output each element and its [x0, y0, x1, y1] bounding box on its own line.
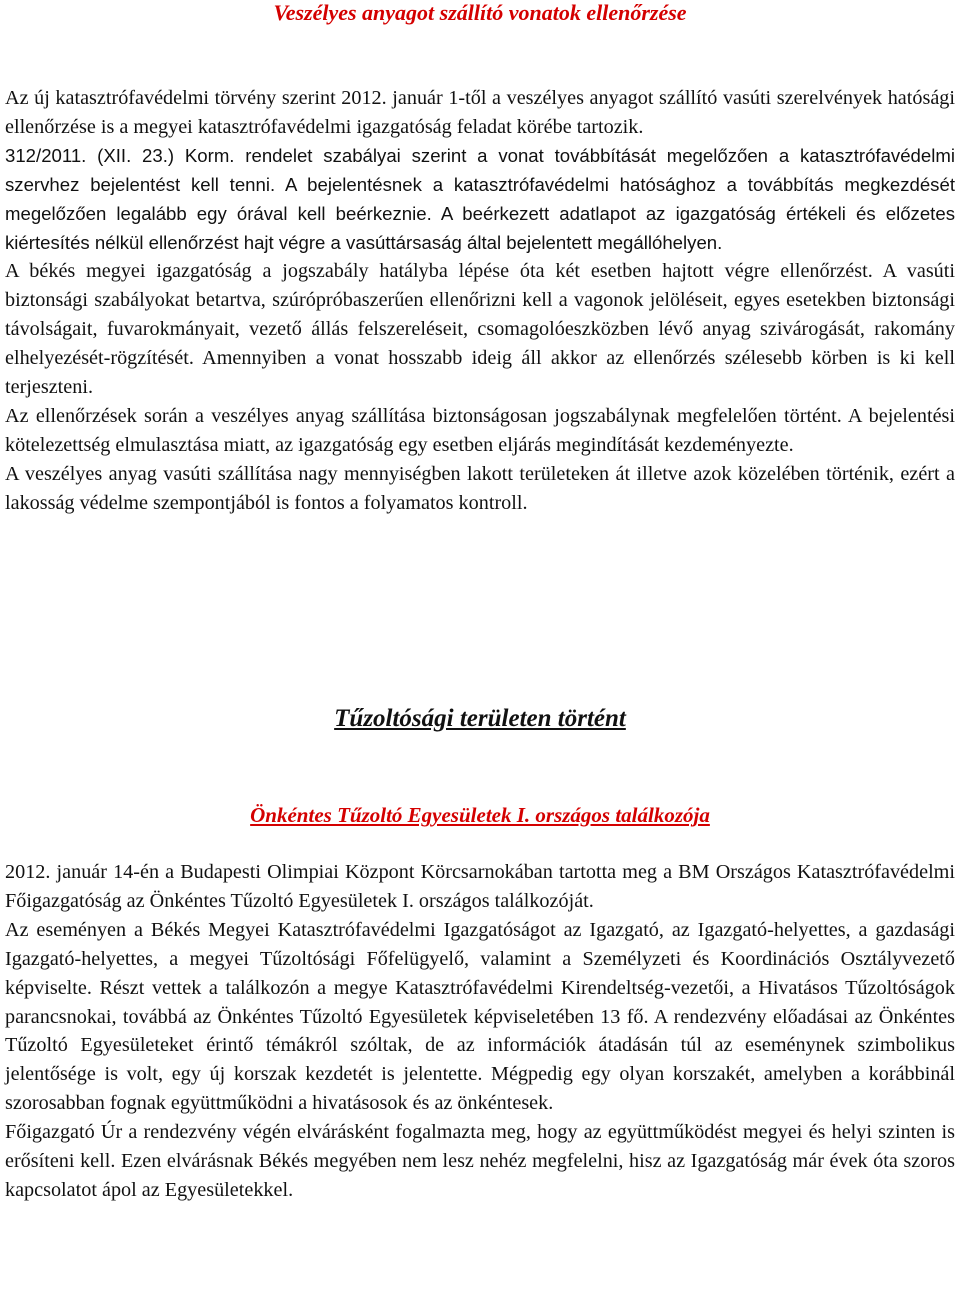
paragraph: Az új katasztrófavédelmi törvény szerint 2012. január 1-től a veszélyes anyagot szállító vasúti szerelvények hatósági ellenőrzése is a megyei katasztrófavédelmi igazgatóság feladat körébe tartozik. [5, 87, 955, 138]
paragraph: 2012. január 14-én a Budapesti Olimpiai Központ Körcsarnokában tartotta meg a BM Országos Katasztrófavédelmi Főigazgatóság az Önkéntes Tűzoltó Egyesületek I. országos találkozóját. [5, 861, 955, 912]
section-title-fire-service: Tűzoltósági területen történt [334, 705, 626, 732]
paragraph: Az eseményen a Békés Megyei Katasztrófavédelmi Igazgatóságot az Igazgató, az Igazgató-helyettes, a gazdasági Igazgató-helyettes, a megyei Tűzoltósági Főfelügyelő, valamint a Személyzeti és Koordinációs Osztályvezető képviselte. Részt vettek a találkozón a megye Katasztrófavédelmi Kirendeltség-vezetői, a Hivatásos Tűzoltóságok parancsnokai, továbbá az Önkéntes Tűzoltó Egyesületek képviseletében 13 fő. A rendezvény előadásai az Önkéntes Tűzoltó Egyesületeket érintő témákról szóltak, de az információk átadásán túl az eseménynek szimbolikus jelentősége is volt, egy új korszak kezdetét is jelentette. Mégpedig egy olyan korszakét, amelyben a korábbinál szorosabban fognak együttműködni a hivatásosok és az önkéntesek. [5, 918, 955, 1115]
paragraph: A békés megyei igazgatóság a jogszabály hatályba lépése óta két esetben hajtott végre ellenőrzést. A vasúti biztonsági szabályokat betartva, szúrópróbaszerűen ellenőrizni kell a vagonok jelöléseit, egyes esetekben biztonsági távolságait, fuvarokmányait, vezető állás felszereléseit, csomagolóeszközben lévő anyag szivárogását, rakomány elhelyezését-rögzítését. Amennyiben a vonat hosszabb ideig áll akkor az ellenőrzés szélesebb körben is ki kell terjeszteni. [5, 260, 955, 399]
paragraph: Az ellenőrzések során a veszélyes anyag szállítása biztonságosan jogszabálynak megfelelően történt. A bejelentési kötelezettség elmulasztása miatt, az igazgatóság egy esetben eljárás megindítását kezdeményezte. [5, 404, 955, 456]
section-title-volunteer-fire-meeting: Önkéntes Tűzoltó Egyesületek I. országos találkozója [250, 803, 710, 827]
paragraph: A veszélyes anyag vasúti szállítása nagy mennyiségben lakott területeken át illetve azok közelében történik, ezért a lakosság védelme szempontjából is fontos a folyamatos kontroll. [5, 462, 955, 514]
paragraph: 312/2011. (XII. 23.) Korm. rendelet szabályai szerint a vonat továbbítását megelőzően a katasztrófavédelmi szervhez bejelentést kell tenni. A bejelentésnek a katasztrófavédelmi hatósághoz a továbbítás megkezdését megelőzően legalább egy órával kell beérkeznie. A beérkezett adatlapot az igazgatóság értékeli és előzetes kiértesítés nélkül ellenőrzést hajt végre a vasúttársaság által bejelentett megállóhelyen. [5, 144, 955, 253]
section-title-dangerous-goods-trains: Veszélyes anyagot szállító vonatok ellenőrzése [273, 0, 687, 25]
section-body-volunteer-fire-meeting [5, 858, 955, 1205]
section-body-dangerous-goods-trains [5, 84, 955, 518]
paragraph: Főigazgató Úr a rendezvény végén elvárásként fogalmazta meg, hogy az együttműködést megyei és helyi szinten is erősíteni kell. Ezen elvárásnak Békés megyében nem lesz nehéz megfelelni, hisz az Igazgatóság már évek óta szoros kapcsolatot ápol az Egyesületekkel. [5, 1121, 955, 1201]
